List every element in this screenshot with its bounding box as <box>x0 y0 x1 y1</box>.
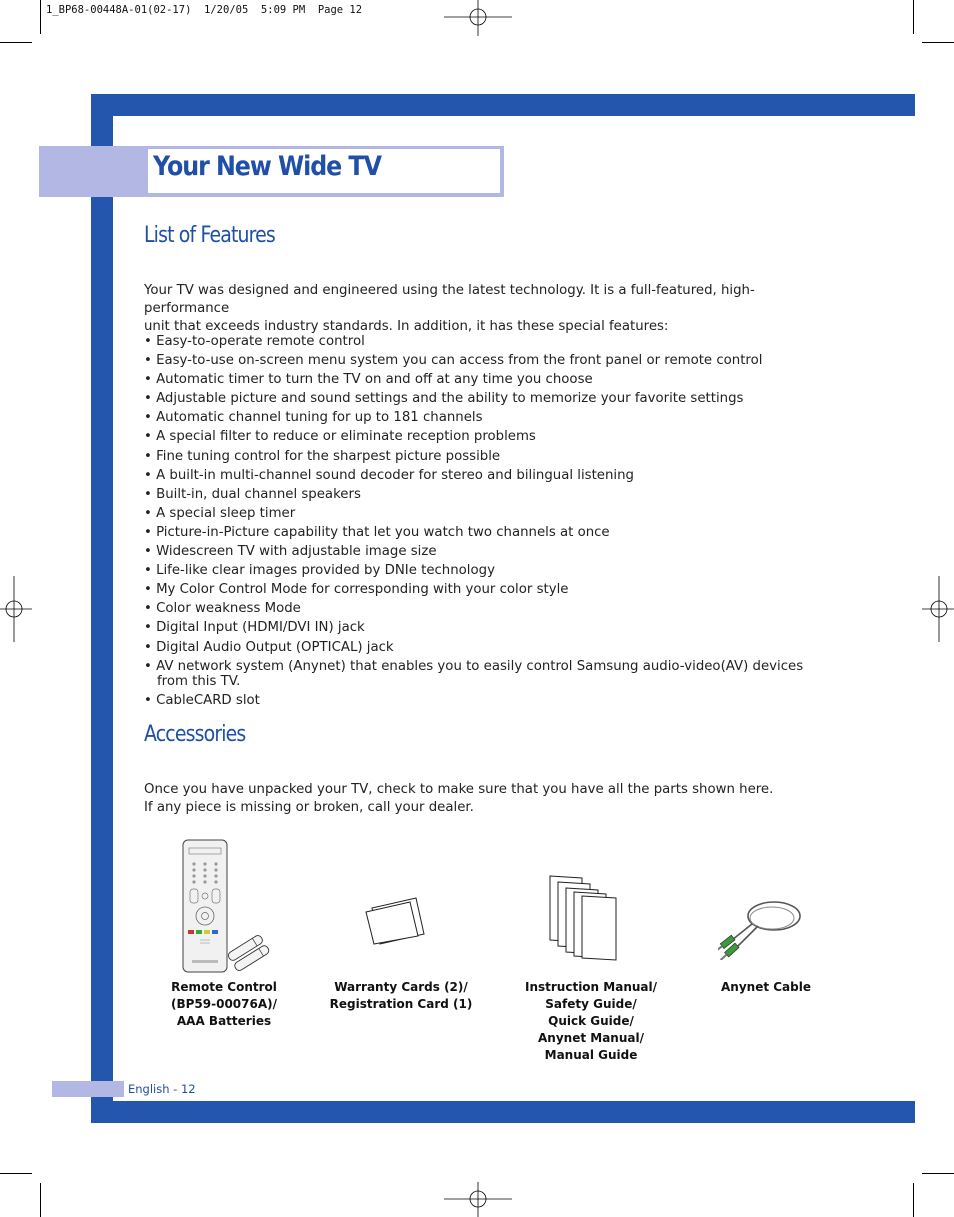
feature-item: • Digital Input (HDMI/DVI IN) jack <box>144 620 365 636</box>
registration-mark-top <box>444 0 512 36</box>
accessories-intro-line-1: Once you have unpacked your TV, check to make sure that you have all the parts shown here. <box>144 782 774 797</box>
feature-item: • Easy-to-use on-screen menu system you can access from the front panel or remote control <box>144 353 763 369</box>
page-frame-bottom <box>91 1101 915 1123</box>
feature-item: • Automatic channel tuning for up to 181 channels <box>144 410 483 426</box>
accessory-caption-manuals <box>511 979 671 1064</box>
features-intro-line-1: Your TV was designed and engineered using the latest technology. It is a full-featured, high-performance <box>144 283 755 316</box>
feature-item: • A special filter to reduce or eliminate reception problems <box>144 429 536 445</box>
registration-mark-left <box>0 576 32 642</box>
feature-item: • My Color Control Mode for corresponding with your color style <box>144 582 569 598</box>
anynet-cable-icon <box>718 896 804 960</box>
feature-item: • A built-in multi-channel sound decoder for stereo and bilingual listening <box>144 467 634 483</box>
accessory-caption-cable <box>701 979 831 996</box>
page-title: Your New Wide TV <box>153 151 381 182</box>
feature-item: • Widescreen TV with adjustable image size <box>144 544 437 560</box>
print-slug-line: 1_BP68-00448A-01(02-17) 1/20/05 5:09 PM Page 12 <box>46 4 363 16</box>
features-intro-line-2: unit that exceeds industry standards. In addition, it has these special features: <box>144 319 669 334</box>
feature-item: • Automatic timer to turn the TV on and off at any time you choose <box>144 372 593 388</box>
feature-item: • Fine tuning control for the sharpest picture possible <box>144 448 501 464</box>
page-number: English - 12 <box>128 1082 196 1096</box>
accessories-intro <box>144 781 804 817</box>
feature-item: • CableCARD slot <box>144 692 260 708</box>
remote-control-icon <box>180 838 270 976</box>
caption-line: (BP59-00076A)/ <box>170 997 277 1011</box>
registration-mark-bottom <box>444 1182 512 1217</box>
page-frame-top <box>91 94 915 116</box>
caption-line: Safety Guide/ <box>545 997 637 1011</box>
caption-line: Quick Guide/ <box>548 1014 634 1028</box>
feature-item: • Picture-in-Picture capability that let you watch two channels at once <box>144 524 610 540</box>
caption-line: Anynet Manual/ <box>538 1031 644 1045</box>
caption-line: Registration Card (1) <box>329 997 473 1011</box>
caption-line: Anynet Cable <box>721 980 811 994</box>
feature-item: • AV network system (Anynet) that enables you to easily control Samsung audio-video(AV) devices from this TV. <box>144 658 804 689</box>
accessories-heading: Accessories <box>144 722 246 747</box>
caption-line: Instruction Manual/ <box>525 980 657 994</box>
feature-item: • Color weakness Mode <box>144 601 301 617</box>
page-frame-left <box>91 94 113 1123</box>
caption-line: AAA Batteries <box>176 1014 272 1028</box>
feature-item: • A special sleep timer <box>144 505 296 521</box>
registration-mark-right <box>922 576 954 642</box>
caption-line: Manual Guide <box>544 1048 638 1062</box>
caption-line: Warranty Cards (2)/ <box>334 980 468 994</box>
feature-item: • Easy-to-operate remote control <box>144 334 365 349</box>
features-list <box>144 334 804 712</box>
caption-line: Remote Control <box>171 980 277 994</box>
feature-item: • Built-in, dual channel speakers <box>144 486 361 502</box>
manuals-icon <box>546 872 626 962</box>
footer-band <box>52 1081 124 1097</box>
accessory-caption-remote <box>149 979 299 1030</box>
features-intro <box>144 282 804 336</box>
feature-item: • Adjustable picture and sound settings and the ability to memorize your favorite settings <box>144 391 744 407</box>
accessory-caption-warranty <box>321 979 481 1013</box>
feature-item: • Digital Audio Output (OPTICAL) jack <box>144 639 394 655</box>
features-heading: List of Features <box>144 223 275 248</box>
warranty-cards-icon <box>362 894 428 946</box>
feature-item: • Life-like clear images provided by DNIe technology <box>144 563 495 579</box>
accessories-intro-line-2: If any piece is missing or broken, call your dealer. <box>144 800 474 815</box>
